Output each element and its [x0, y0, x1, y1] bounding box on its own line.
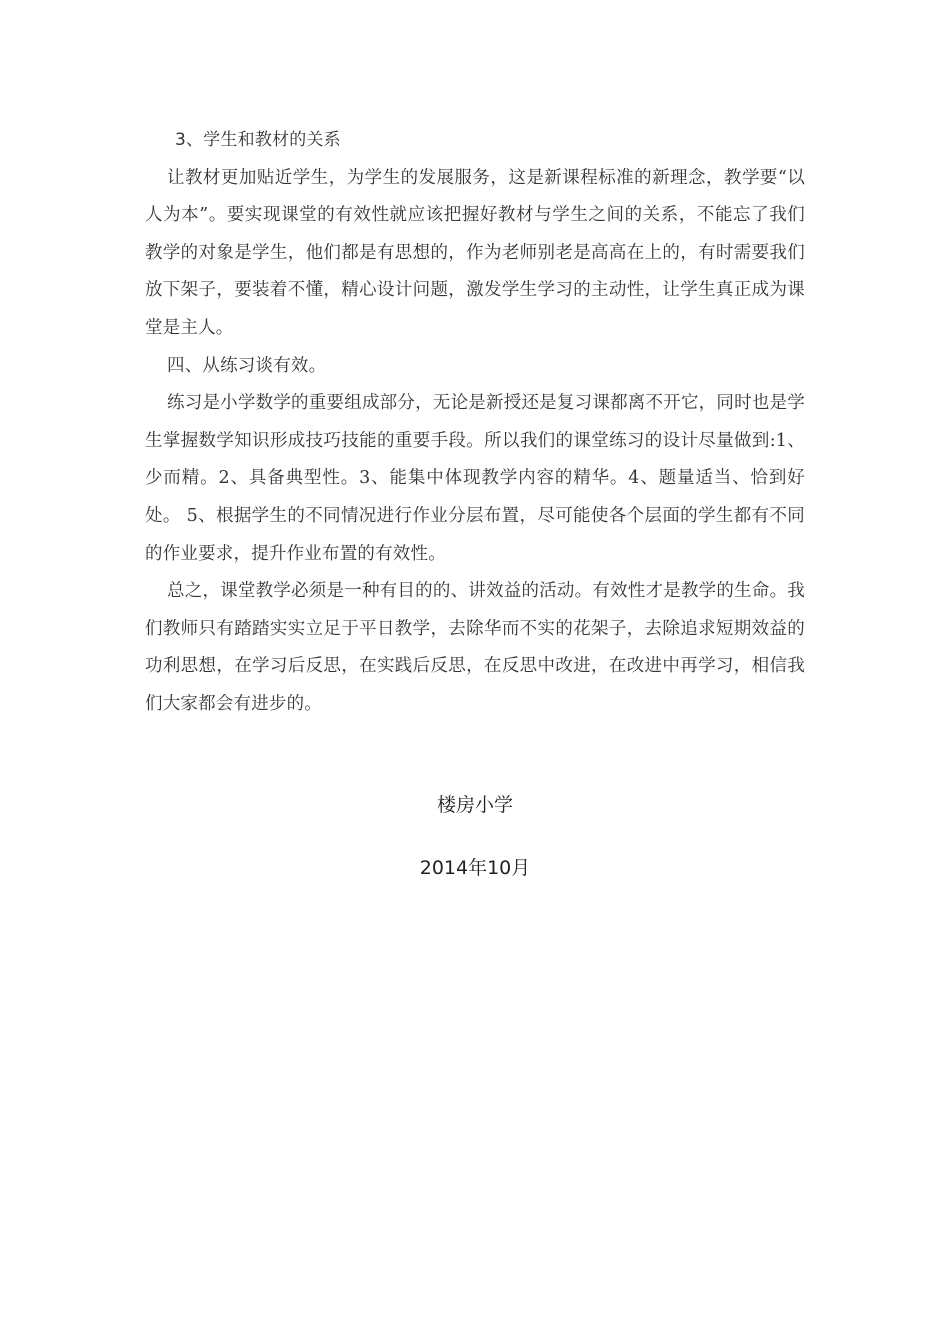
document-body — [145, 122, 805, 724]
section-4-paragraph: 练习是小学数学的重要组成部分，无论是新授还是复习课都离不开它，同时也是学生掌握数学知识形成技巧技能的重要手段。所以我们的课堂练习的设计尽量做到:1、少而精。2、具备典型性。3、能集中体现教学内容的精华。4、题量适当、恰到好处。 5、根据学生的不同情况进行作业分层布置，尽可能使各个层面的学生都有不同的作业要求，提升作业布置的有效性。 — [145, 393, 805, 564]
conclusion-paragraph: 总之，课堂教学必须是一种有目的的、讲效益的活动。有效性才是教学的生命。我们教师只有踏踏实实立足于平日教学，去除华而不实的花架子，去除追求短期效益的功利思想，在学习后反思，在实践后反思，在反思中改进，在改进中再学习，相信我们大家都会有进步的。 — [145, 581, 805, 714]
section-3-heading: 3、学生和教材的关系 — [175, 130, 341, 150]
section-4-heading: 四、从练习谈有效。 — [167, 355, 327, 376]
school-name: 楼房小学 — [436, 794, 513, 816]
document-date: 2014年10月 — [419, 857, 531, 879]
section-3-paragraph: 让教材更加贴近学生，为学生的发展服务，这是新课程标准的新理念，教学要“以人为本”。要实现课堂的有效性就应该把握好教材与学生之间的关系，不能忘了我们教学的对象是学生，他们都是有思想的，作为老师别老是高高在上的，有时需要我们放下架子，要装着不懂，精心设计问题，激发学生学习的主动性，让学生真正成为课堂是主人。 — [145, 167, 805, 338]
